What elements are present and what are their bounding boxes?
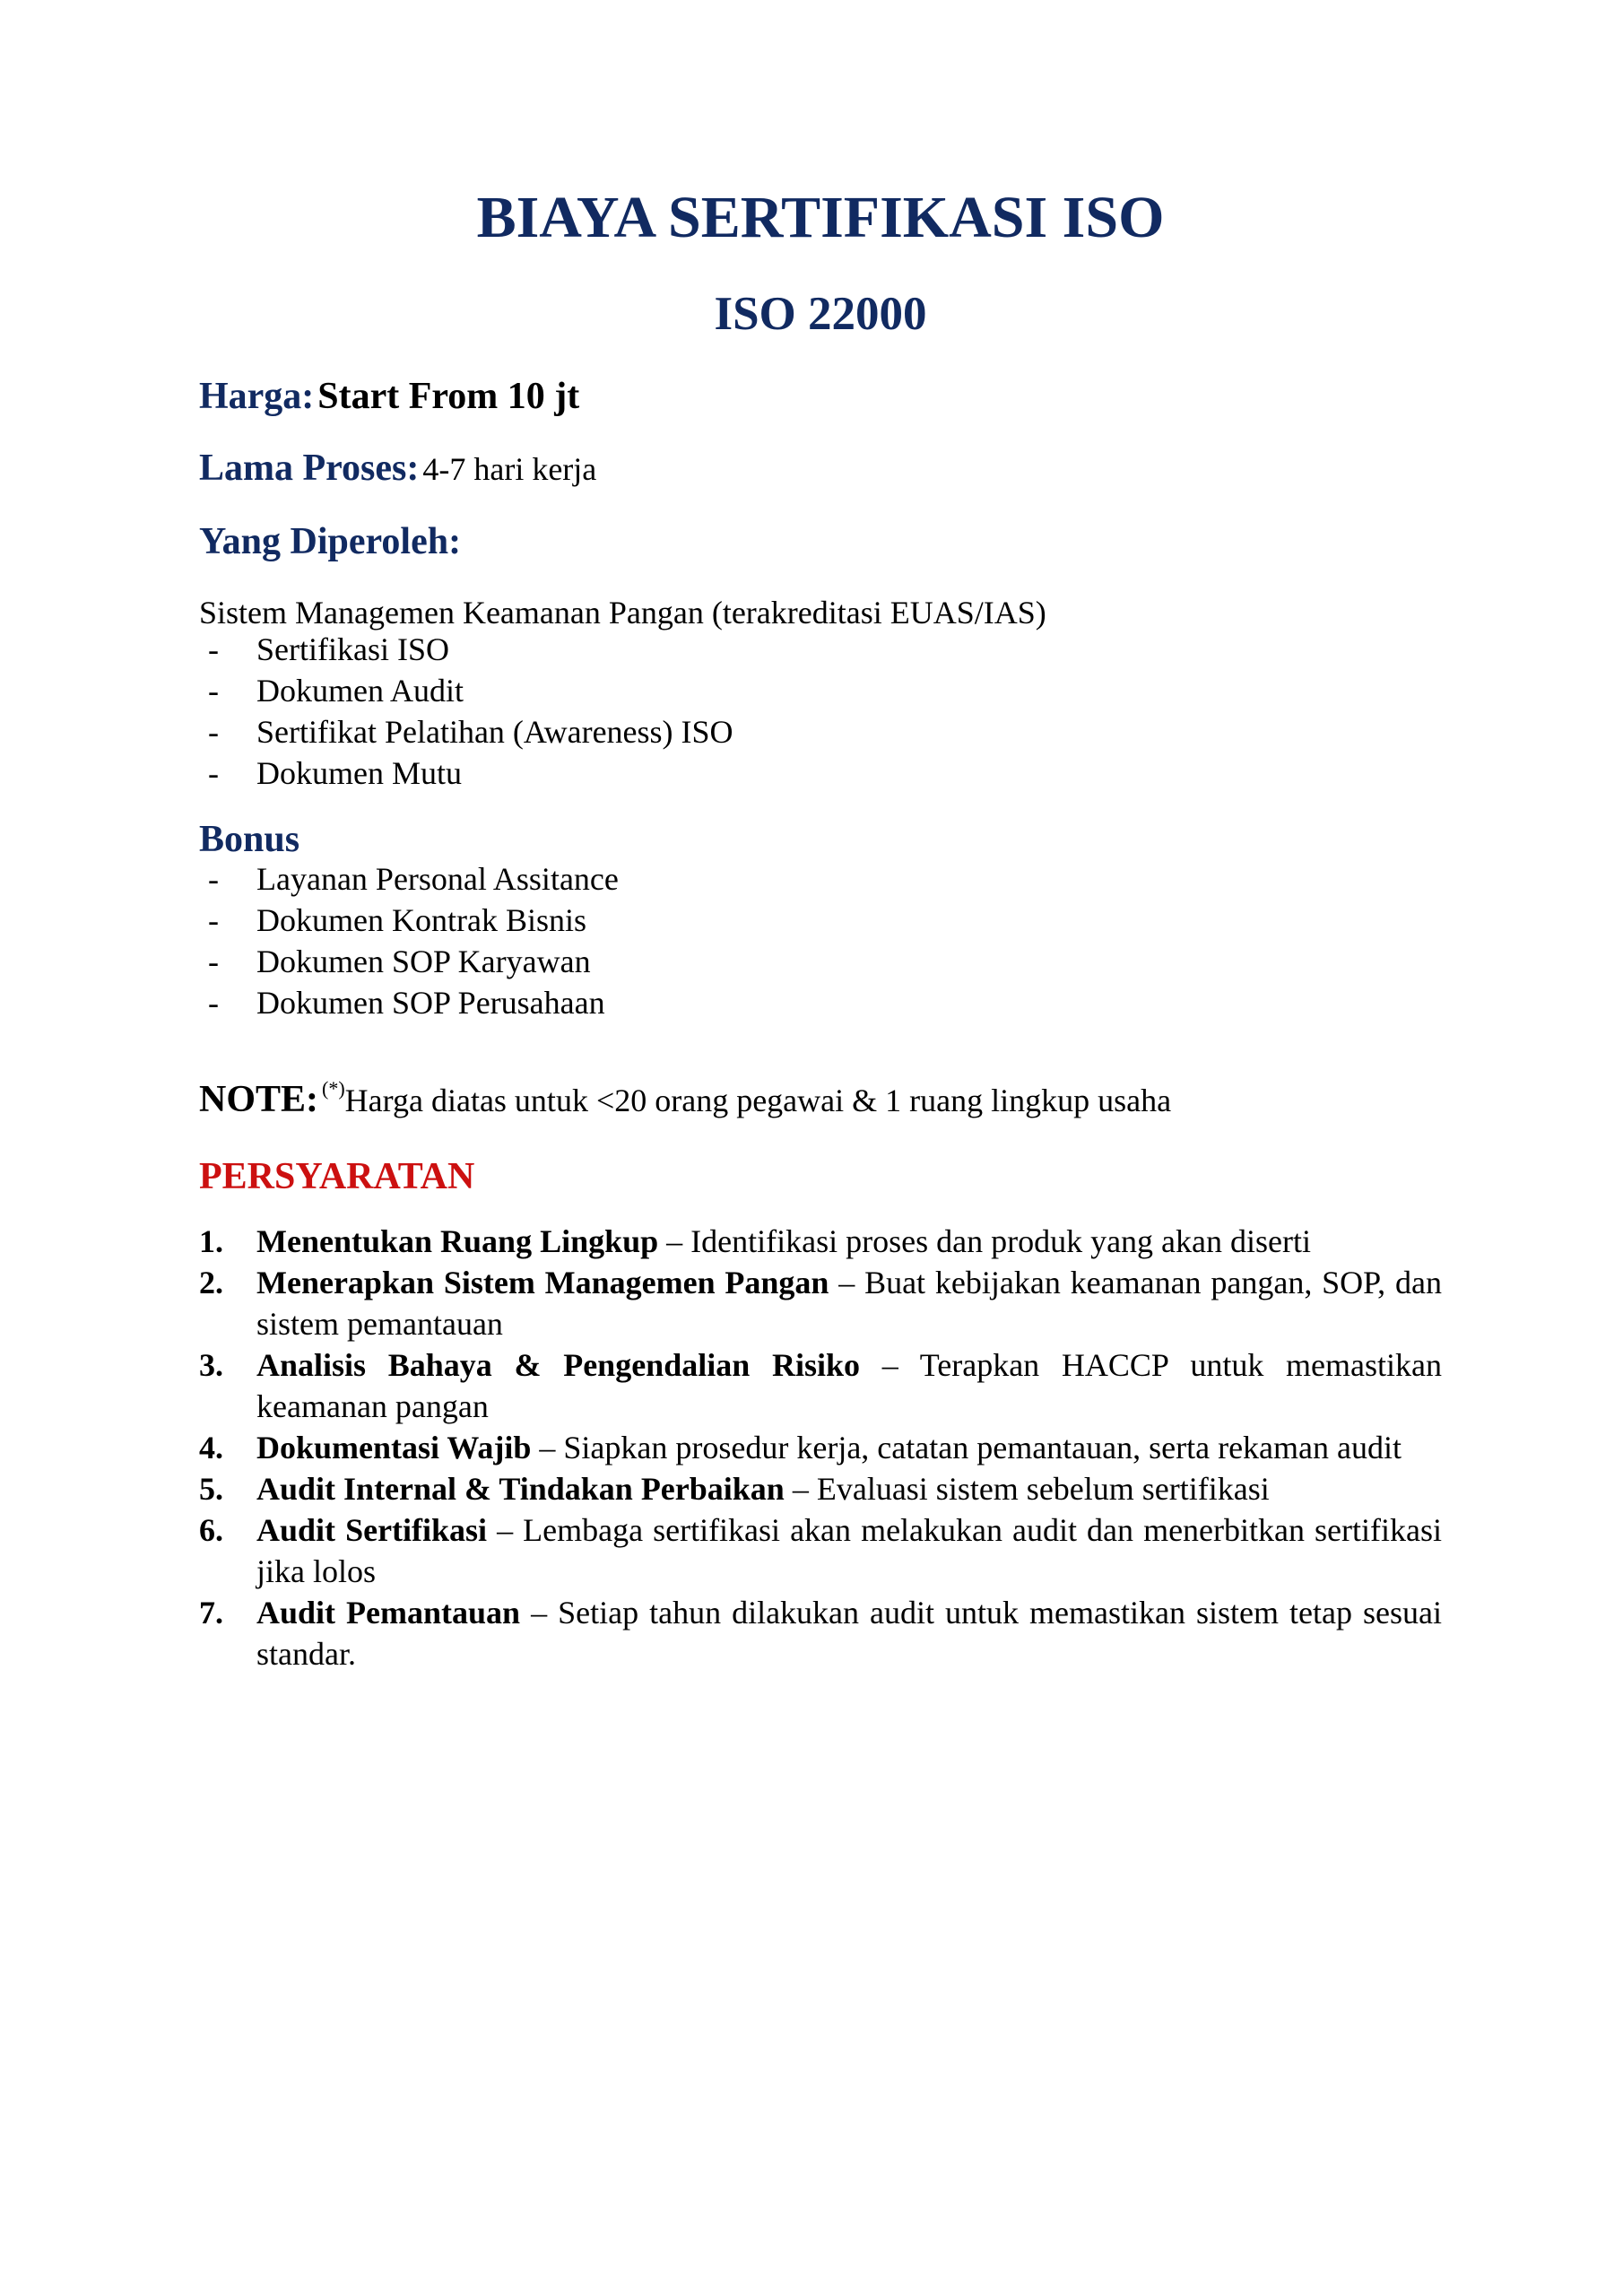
list-item-text: Dokumen Audit [256, 673, 464, 709]
harga-value: Start From 10 jt [317, 376, 580, 417]
step-title: Analisis Bahaya & Pengendalian Risiko [256, 1347, 860, 1383]
step-number: 5. [199, 1471, 223, 1507]
dash-marker: - [208, 985, 219, 1021]
list-item-text: Dokumen SOP Karyawan [256, 944, 591, 979]
persyaratan-heading: PERSYARATAN [199, 1156, 475, 1197]
bonus-heading: Bonus [199, 819, 300, 860]
step-title: Menentukan Ruang Lingkup [256, 1223, 659, 1259]
dash-marker: - [208, 673, 219, 709]
list-item [199, 900, 1442, 941]
step-number: 1. [199, 1223, 223, 1259]
dash-marker: - [208, 755, 219, 791]
step-number: 4. [199, 1430, 223, 1465]
list-item [199, 1221, 1442, 1262]
note-text: Harga diatas untuk <20 orang pegawai & 1 ruang lingkup usaha [344, 1083, 1172, 1118]
lama-proses-line [199, 449, 1442, 487]
list-item [199, 1509, 1442, 1592]
list-item-text: Sertifikasi ISO [256, 631, 449, 667]
step-title: Dokumentasi Wajib [256, 1430, 532, 1465]
list-item [199, 752, 1442, 794]
step-desc: – Setiap tahun dilakukan audit untuk memastikan sistem tetap sesuai standar. [256, 1595, 1442, 1672]
dash-marker: - [208, 861, 219, 897]
list-item [199, 670, 1442, 711]
step-desc: – Lembaga sertifikasi akan melakukan audit dan menerbitkan sertifikasi jika lolos [256, 1512, 1442, 1589]
list-item-text: Sertifikat Pelatihan (Awareness) ISO [256, 714, 733, 750]
dash-marker: - [208, 944, 219, 979]
step-desc: – Evaluasi sistem sebelum sertifikasi [784, 1471, 1270, 1507]
dash-marker: - [208, 631, 219, 667]
list-item [199, 941, 1442, 982]
step-title: Menerapkan Sistem Managemen Pangan [256, 1265, 829, 1300]
step-title: Audit Sertifikasi [256, 1512, 488, 1548]
list-item [199, 1262, 1442, 1344]
list-item-text: Dokumen Kontrak Bisnis [256, 902, 586, 938]
list-item [199, 1468, 1442, 1509]
list-item [199, 1427, 1442, 1468]
lama-proses-value: 4-7 hari kerja [422, 451, 597, 487]
yang-diperoleh-list [199, 629, 1442, 794]
dash-marker: - [208, 714, 219, 750]
list-item [199, 982, 1442, 1023]
note-line [199, 1077, 1442, 1120]
step-number: 2. [199, 1265, 223, 1300]
yang-diperoleh-intro: Sistem Managemen Keamanan Pangan (terakreditasi EUAS/IAS) [199, 595, 1046, 631]
page-title: BIAYA SERTIFIKASI ISO [476, 185, 1165, 250]
step-number: 6. [199, 1512, 223, 1548]
persyaratan-list [199, 1221, 1442, 1674]
page-subtitle: ISO 22000 [714, 288, 927, 340]
list-item-text: Layanan Personal Assitance [256, 861, 619, 897]
dash-marker: - [208, 902, 219, 938]
step-desc: – Identifikasi proses dan produk yang akan diserti [658, 1223, 1311, 1259]
note-marker: (*) [322, 1077, 345, 1100]
yang-diperoleh-heading: Yang Diperoleh: [199, 521, 462, 562]
list-item [199, 858, 1442, 900]
list-item-text: Dokumen Mutu [256, 755, 462, 791]
harga-line [199, 378, 1442, 415]
step-title: Audit Pemantauan [256, 1595, 521, 1631]
step-number: 7. [199, 1595, 223, 1631]
step-desc: – Terapkan HACCP untuk memastikan keamanan pangan [256, 1347, 1442, 1424]
list-item-text: Dokumen SOP Perusahaan [256, 985, 605, 1021]
step-desc: – Buat kebijakan keamanan pangan, SOP, dan sistem pemantauan [256, 1265, 1442, 1342]
harga-label: Harga: [199, 376, 315, 417]
list-item [199, 1592, 1442, 1674]
document-body [199, 185, 1442, 1674]
lama-proses-label: Lama Proses: [199, 448, 420, 489]
step-number: 3. [199, 1347, 223, 1383]
list-item [199, 629, 1442, 670]
step-title: Audit Internal & Tindakan Perbaikan [256, 1471, 785, 1507]
step-desc: – Siapkan prosedur kerja, catatan pemantauan, serta rekaman audit [531, 1430, 1402, 1465]
note-label: NOTE: [199, 1079, 319, 1120]
bonus-list [199, 858, 1442, 1023]
list-item [199, 711, 1442, 752]
list-item [199, 1344, 1442, 1427]
